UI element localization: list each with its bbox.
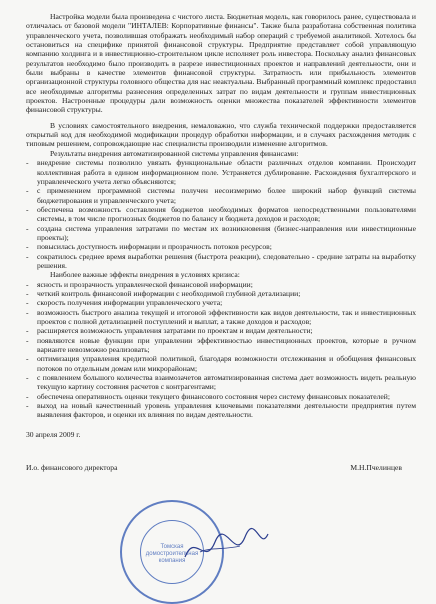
stamp-line: компания bbox=[158, 558, 186, 564]
paragraph-results-heading: Результаты внедрения автоматизированной системы управления финансами: bbox=[50, 148, 299, 158]
list-item: - возможность быстрого анализа текущей и итоговой эффективности как видов деятельности, так и инвестиционных проектов с полной детализацией поступлений и выплат, а также доходов и расходов; bbox=[26, 308, 416, 327]
list-item: - расширяется возможность управления затратами по проектам и видам деятельности; bbox=[26, 326, 416, 335]
signer-name: М.Н.Пчелинцев bbox=[350, 463, 402, 473]
results-list bbox=[26, 158, 416, 270]
list-item: - выход на новый качественный уровень управления ключевыми показателями деятельности предприятия путем выявления факторов, и оценки их влияния по видам деятельности. bbox=[26, 401, 416, 420]
list-item: - обеспечена оперативность оценки текущего финансового состояния через систему финансовых показателей; bbox=[26, 392, 416, 401]
handwritten-signature bbox=[180, 522, 270, 572]
list-item: - оптимизация управления кредитной политикой, благодаря возможности отслеживания и обобщения финансовых потоков по отдельным домам или микрорайонам; bbox=[26, 354, 416, 373]
list-item: - обеспечена возможность составления бюджетов необходимых форматов непосредственными пользователями системы, в том числе прогнозных бюджетов по балансу и бюджета доходов и расходов; bbox=[26, 205, 416, 224]
list-item: - с применением программной системы получен несоизмеримо более широкий набор функций системы бюджетирования и управленческого учета; bbox=[26, 186, 416, 205]
stamp-line: домостроительная bbox=[145, 551, 199, 557]
document-date: 30 апреля 2009 г. bbox=[26, 429, 81, 439]
effects-list bbox=[26, 280, 416, 420]
list-item: - повысилась доступность информации и прозрачность потоков ресурсов; bbox=[26, 242, 416, 251]
list-item: - с появлением большого количества взаимозачетов автоматизированная система дает возможность видеть реальную текущую картину состояния расчетов с контрагентами; bbox=[26, 373, 416, 392]
list-item: - внедрение системы позволило увязать функциональные области различных отделов компании. Происходит коллективная работа в едином информационном поле. Устраняется дублирование. Расхождения бухгалтерского и управленческого учета легко объясняются; bbox=[26, 158, 416, 186]
paragraph-effects-heading: Наиболее важные эффекты внедрения в условиях кризиса: bbox=[50, 270, 240, 280]
paragraph-model-setup: Настройка модели была произведена с чистого листа. Бюджетная модель, как говорилось ранее, существовала и отличалась от базовой модели "ИНТАЛЕВ: Корпоративные финансы". Также была разработана собственная политика управленческого учета, позволившая отображать необходимый набор операций с требуемой аналитикой. Хотелось бы остановиться на специфике принятой финансовой структуры. Предприятие представляет собой управляющую компанию холдинга и в инвестиционно-строительном цикле исполняет роль инвестора. Поскольку анализ финансовых результатов необходимо было производить в разрезе инвестиционных проектов и направлений деятельности, они и были выбраны в качестве элементов финансовой структуры. Затратность или прибыльность элементов организационной структуры головного общества для нас неактуальна. Выбранный программный комплекс предоставил все необходимые алгоритмы разнесения определенных затрат по видам деятельности и группам инвестиционных проектов. Настроенные процедуры дали возможность оценки множества показателей эффективности элементов финансовой структуры. bbox=[26, 12, 416, 115]
signer-title: И.о. финансового директора bbox=[26, 463, 118, 473]
list-item: - скорость получения информации управленческого учета; bbox=[26, 298, 416, 307]
paragraph-support: В условиях самостоятельного внедрения, немаловажно, что служба технической поддержки предоставляется открытый код для необходимой модификации процедур обработки информации, и в случаях расхождения методик с типовым решением, сопровождающие нас специалисты производили изменение алгоритмов. bbox=[26, 120, 416, 149]
stamp-line: Томская bbox=[160, 544, 184, 550]
list-item: - появляются новые функции при управлении эффективностью инвестиционных проектов, которые в ручном варианте невозможно реализовать; bbox=[26, 336, 416, 355]
list-item: - создана система управления затратами по местам их возникновения (бизнес-направления или инвестиционные проекты); bbox=[26, 224, 416, 243]
list-item: - ясность и прозрачность управленческой финансовой информации; bbox=[26, 280, 416, 289]
list-item: - четкий контроль финансовой информации с необходимой глубиной детализации; bbox=[26, 289, 416, 298]
list-item: - сократилось среднее время выработки решения (быстрота реакции), следовательно - средние затраты на выработку решения. bbox=[26, 252, 416, 271]
signature-block bbox=[26, 463, 416, 477]
